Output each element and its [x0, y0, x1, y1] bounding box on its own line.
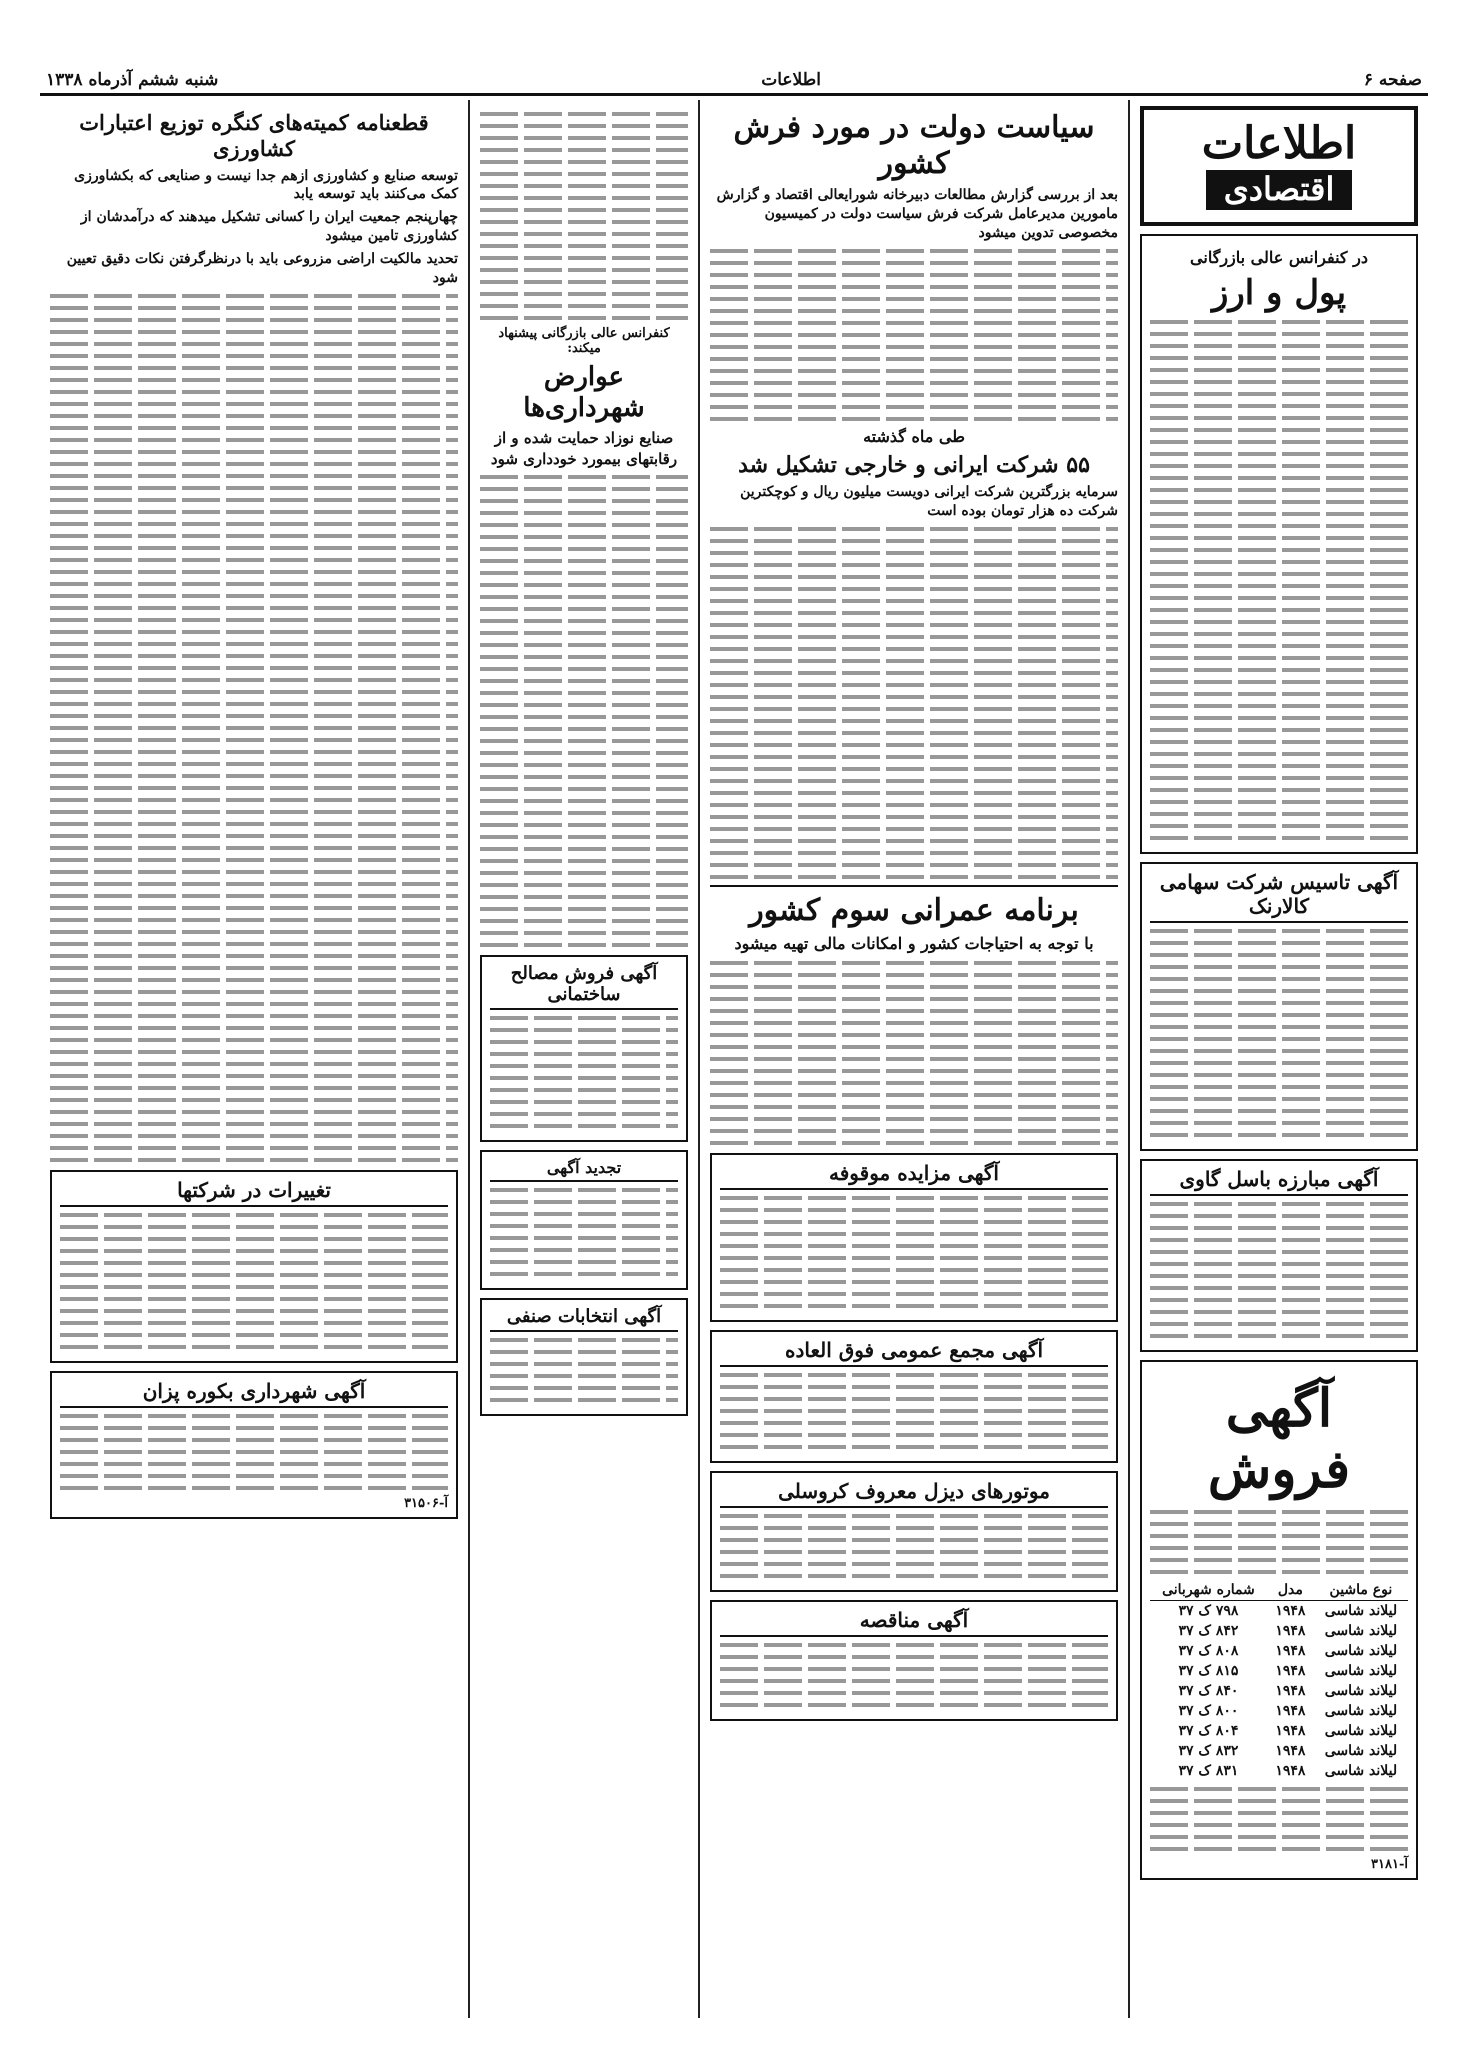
farm-point-3: تحدید مالکیت اراضی مزروعی باید با درنظرگرفتن نکات دقیق تعیین شود	[66, 251, 458, 286]
page-number: صفحه ۶	[1363, 70, 1422, 90]
municipal-headline: عوارض شهرداری‌ها	[523, 362, 645, 424]
municipal-ad	[50, 1371, 458, 1519]
table-cell: لیلاند شاسی	[1324, 1762, 1398, 1779]
table-row	[1150, 1681, 1408, 1701]
column-news-main	[698, 100, 1128, 2018]
logo-line1: اطلاعات	[1201, 118, 1357, 170]
company-ad	[1140, 862, 1418, 1151]
industry-headline: صنایع نوزاد حمایت شده و از رقابتهای بیمورد خودداری شود	[490, 429, 678, 468]
table-row	[1150, 1701, 1408, 1721]
auction-ad	[710, 1153, 1118, 1322]
program-headline: برنامه عمرانی سوم کشور	[710, 885, 1118, 929]
section-logo	[1140, 106, 1418, 226]
table-cell: ۱۹۴۸	[1275, 1642, 1306, 1659]
paper-name: اطلاعات	[761, 70, 821, 90]
municipal-kicker: کنفرانس عالی بازرگانی پیشنهاد میکند:	[498, 326, 670, 356]
logo-line2: اقتصادی	[1206, 170, 1353, 209]
table-row	[1150, 1641, 1408, 1661]
table-cell: ۱۹۴۸	[1275, 1622, 1306, 1639]
sale-ad	[1140, 1360, 1418, 1880]
issue-date: شنبه ششم آذرماه ۱۳۳۸	[46, 70, 219, 90]
table-cell: ۱۹۴۸	[1275, 1602, 1306, 1619]
changes-title: تغییرات در شرکتها	[60, 1178, 448, 1207]
table-header: شماره شهربانی	[1150, 1580, 1267, 1601]
companies-kicker: طی ماه گذشته	[863, 426, 965, 446]
companies-headline: ۵۵ شرکت ایرانی و خارجی تشکیل شد	[738, 451, 1090, 478]
table-cell: لیلاند شاسی	[1324, 1662, 1398, 1679]
renewal-ad-title: تجدید آگهی	[490, 1158, 678, 1182]
pest-ad	[1140, 1159, 1418, 1352]
table-cell: ۷۹۸ ک ۳۷	[1178, 1602, 1239, 1619]
farm-headline: قطعنامه کمیته‌های کنگره توزیع اعتبارات کشاورزی	[79, 110, 429, 162]
table-cell: لیلاند شاسی	[1324, 1702, 1398, 1719]
table-cell: ۸۴۰ ک ۳۷	[1178, 1682, 1239, 1699]
table-header: مدل	[1267, 1580, 1314, 1601]
vehicle-rows	[1150, 1600, 1408, 1781]
lead-headline: سیاست دولت در مورد فرش کشور	[733, 110, 1095, 181]
table-row	[1150, 1621, 1408, 1641]
farm-point-2: چهارپنجم جمعیت ایران را کسانی تشکیل میدهند که درآمدشان از کشاورزی تامین میشود	[80, 209, 458, 245]
table-row	[1150, 1741, 1408, 1761]
column-economic	[1128, 100, 1428, 2018]
diesel-ad	[710, 1471, 1118, 1592]
materials-ad	[480, 955, 688, 1142]
pest-ad-title: آگهی مبارزه باسل گاوی	[1150, 1167, 1408, 1196]
tender-ad-title: آگهی مناقصه	[720, 1608, 1108, 1637]
table-row	[1150, 1661, 1408, 1681]
election-ad	[480, 1298, 688, 1416]
auction-ad-title: آگهی مزایده موقوفه	[720, 1161, 1108, 1190]
municipal-ad-title: آگهی شهرداری بکوره پزان	[60, 1379, 448, 1408]
table-cell: ۸۴۲ ک ۳۷	[1178, 1622, 1239, 1639]
table-cell: ۸۱۵ ک ۳۷	[1178, 1662, 1239, 1679]
sale-ad-ref: آ-۳۱۸۱	[1371, 1856, 1408, 1872]
table-cell: ۱۹۴۸	[1275, 1702, 1306, 1719]
assembly-ad-title: آگهی مجمع عمومی فوق العاده	[720, 1338, 1108, 1367]
assembly-ad	[710, 1330, 1118, 1463]
table-row	[1150, 1761, 1408, 1781]
sale-ad-title: آگهی فروش	[1207, 1377, 1351, 1500]
table-cell: لیلاند شاسی	[1324, 1722, 1398, 1739]
table-cell: لیلاند شاسی	[1324, 1602, 1398, 1619]
table-cell: لیلاند شاسی	[1324, 1622, 1398, 1639]
table-cell: ۸۰۴ ک ۳۷	[1178, 1722, 1239, 1739]
program-subheadline: با توجه به احتیاجات کشور و امکانات مالی تهیه میشود	[734, 933, 1094, 953]
changes-box	[50, 1170, 458, 1363]
conference-title: پول و ارز	[1211, 273, 1347, 313]
lead-subheadline: بعد از بررسی گزارش مطالعات دبیرخانه شورایعالی اقتصاد و گزارش مامورین مدیرعامل شرکت فرش سیاست دولت در کمیسیون مخصوصی تدوین میشود	[716, 187, 1118, 241]
diesel-ad-title: موتورهای دیزل معروف کروسلی	[720, 1479, 1108, 1508]
columns	[40, 100, 1428, 2018]
page-header	[40, 70, 1428, 96]
table-row	[1150, 1721, 1408, 1741]
table-cell: ۸۳۱ ک ۳۷	[1178, 1762, 1239, 1779]
table-cell: ۱۹۴۸	[1275, 1742, 1306, 1759]
table-cell: ۱۹۴۸	[1275, 1722, 1306, 1739]
vehicle-table	[1150, 1580, 1408, 1781]
table-cell: ۱۹۴۸	[1275, 1682, 1306, 1699]
election-ad-title: آگهی انتخابات صنفی	[490, 1306, 678, 1332]
company-ad-title: آگهی تاسیس شرکت سهامی کالارنک	[1150, 870, 1408, 923]
table-cell: لیلاند شاسی	[1324, 1642, 1398, 1659]
table-cell: لیلاند شاسی	[1324, 1742, 1398, 1759]
table-cell: لیلاند شاسی	[1324, 1682, 1398, 1699]
table-header: نوع ماشین	[1314, 1580, 1408, 1601]
table-cell: ۸۰۸ ک ۳۷	[1178, 1642, 1239, 1659]
tender-ad	[710, 1600, 1118, 1721]
table-row	[1150, 1600, 1408, 1621]
municipal-ad-ref: آ-۳۱۵۰۶	[404, 1495, 448, 1511]
table-cell: ۸۳۲ ک ۳۷	[1178, 1742, 1239, 1759]
farm-point-1: توسعه صنایع و کشاورزی ازهم جدا نیست و صنایعی که بکشاورزی کمک می‌کنند باید توسعه یابد	[74, 167, 458, 203]
conference-body	[1150, 320, 1408, 840]
table-cell: ۱۹۴۸	[1275, 1662, 1306, 1679]
column-news-secondary	[468, 100, 698, 2018]
conference-kicker: در کنفرانس عالی بازرگانی	[1190, 248, 1368, 267]
materials-ad-title: آگهی فروش مصالح ساختمانی	[490, 963, 678, 1010]
table-cell: ۱۹۴۸	[1275, 1762, 1306, 1779]
conference-article	[1140, 234, 1418, 854]
companies-subheadline: سرمایه بزرگترین شرکت ایرانی دویست میلیون ریال و کوچکترین شرکت ده هزار تومان بوده است	[740, 484, 1118, 520]
renewal-ad	[480, 1150, 688, 1290]
column-agriculture	[40, 100, 468, 2018]
table-cell: ۸۰۰ ک ۳۷	[1178, 1702, 1239, 1719]
